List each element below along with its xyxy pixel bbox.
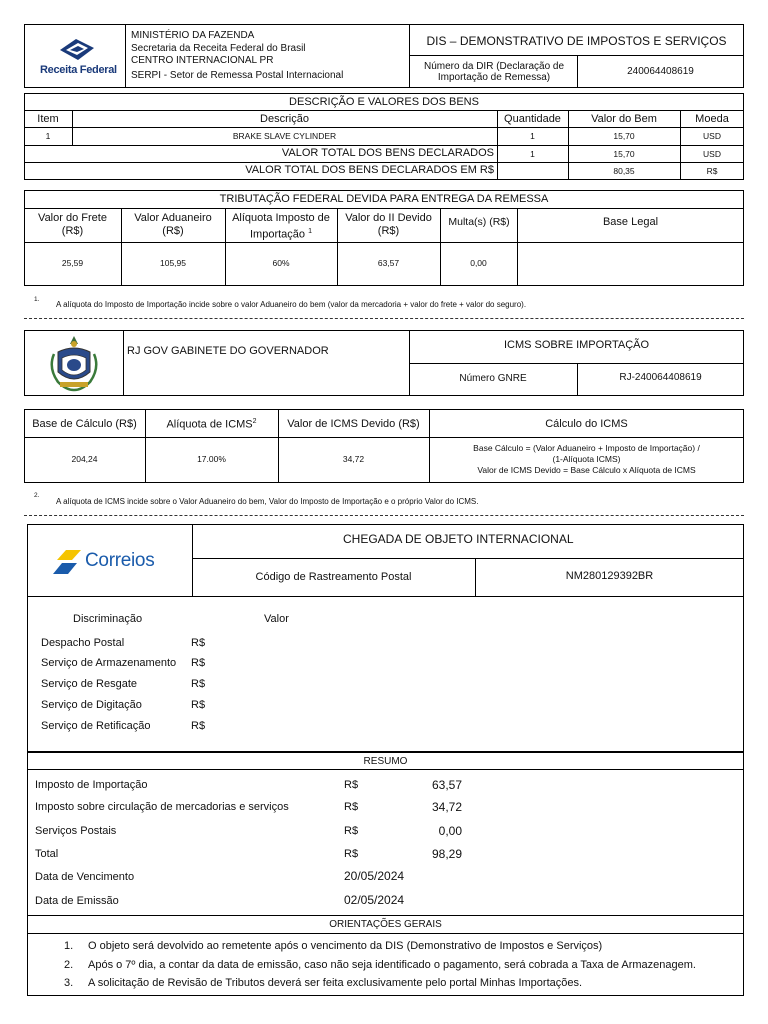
- federal-freight-header: Valor do Frete (R$): [38, 212, 107, 237]
- due-date-label: Data de Vencimento: [35, 871, 135, 883]
- service-despacho-label: Despacho Postal: [41, 637, 125, 649]
- goods-row-description: BRAKE SLAVE CYLINDER: [232, 131, 337, 141]
- goods-col-quantity: Quantidade: [504, 113, 561, 125]
- goods-col-description: Descrição: [260, 113, 309, 125]
- icms-due-value: 34,72: [342, 454, 365, 464]
- federal-ii-due-value: 63,57: [377, 258, 400, 268]
- federal-rate-value: 60%: [272, 258, 290, 268]
- summary-postal-currency: R$: [344, 825, 359, 837]
- federal-ii-due-header: Valor do II Devido (R$): [345, 212, 432, 237]
- goods-row-currency: USD: [703, 131, 721, 141]
- state-agency: RJ GOV GABINETE DO GOVERNADOR: [127, 345, 329, 357]
- icms-calc-line2: (1-Alíquota ICMS): [552, 454, 621, 464]
- guideline-1-num: 1.: [64, 940, 74, 952]
- federal-fines-value: 0,00: [470, 258, 487, 268]
- icms-calc-header: Cálculo do ICMS: [545, 418, 628, 430]
- value-label: Valor: [264, 613, 289, 625]
- icms-calc-line1: Base Cálculo = (Valor Aduaneiro + Imposto de Importação) /: [473, 443, 700, 453]
- goods-row-quantity: 1: [530, 131, 535, 141]
- center-name: CENTRO INTERNACIONAL PR: [131, 55, 274, 66]
- correios-logo-text: Correios: [85, 550, 155, 571]
- goods-title: DESCRIÇÃO E VALORES DOS BENS: [289, 96, 479, 108]
- guideline-3-text: A solicitação de Revisão de Tributos deverá ser feita exclusivamente pelo portal Minhas Importações.: [88, 977, 583, 989]
- summary-title: RESUMO: [363, 756, 408, 767]
- federal-rate-footnote-ref: 1: [308, 228, 312, 235]
- service-armazenamento-label: Serviço de Armazenamento: [41, 657, 177, 669]
- summary-postal-value: 0,00: [438, 824, 462, 838]
- guideline-2-text: Após o 7º dia, a contar da data de emissão, caso não seja identificado o pagamento, será cobrada a Taxa de Armazenagem.: [88, 959, 696, 971]
- federal-note-number: 1.: [34, 296, 40, 303]
- icms-base-header: Base de Cálculo (R$): [32, 418, 137, 430]
- federal-rate-header-text: Alíquota Imposto de Importação: [232, 212, 330, 241]
- icms-calc-line3: Valor de ICMS Devido = Base Cálculo x Alíquota de ICMS: [477, 465, 696, 475]
- summary-icms-value: 34,72: [431, 800, 462, 814]
- icms-base-value: 204,24: [71, 454, 98, 464]
- guideline-2-num: 2.: [64, 959, 74, 971]
- discrimination-label: Discriminação: [73, 613, 143, 625]
- dir-label: Número da DIR (Declaração de Importação de Remessa): [423, 61, 565, 83]
- correios-logo: [52, 548, 172, 576]
- service-retificacao-label: Serviço de Retificação: [41, 720, 151, 732]
- summary-ii-currency: R$: [344, 779, 359, 791]
- guidelines-title: ORIENTAÇÕES GERAIS: [329, 919, 442, 930]
- federal-tax-title: TRIBUTAÇÃO FEDERAL DEVIDA PARA ENTREGA DA REMESSA: [219, 193, 549, 205]
- receita-federal-emblem-icon: [36, 36, 116, 64]
- icms-note: A alíquota de ICMS incide sobre o Valor Aduaneiro do bem, Valor do Imposto de Importação e o próprio Valor do ICMS.: [56, 497, 479, 506]
- issue-date-label: Data de Emissão: [35, 895, 119, 907]
- gnre-label: Número GNRE: [459, 373, 527, 384]
- separator-1: [24, 318, 744, 319]
- icms-rate-header-text: Alíquota de ICMS: [166, 418, 253, 431]
- service-despacho-currency: R$: [191, 637, 206, 649]
- icms-rate-header: [145, 418, 278, 431]
- gnre-number: RJ-240064408619: [619, 372, 702, 383]
- goods-total-currency: USD: [703, 149, 721, 159]
- service-resgate-label: Serviço de Resgate: [41, 678, 137, 690]
- sector-name: SERPI - Setor de Remessa Postal Internacional: [131, 70, 344, 81]
- guideline-1-text: O objeto será devolvido ao remetente após o vencimento da DIS (Demonstrativo de Impostos e Serviços): [88, 940, 603, 952]
- goods-total-value: 15,70: [613, 149, 635, 159]
- goods-col-item: Item: [37, 113, 59, 125]
- icms-rate-footnote-ref: 2: [252, 418, 257, 425]
- guideline-3-num: 3.: [64, 977, 74, 989]
- dir-number: 240064408619: [627, 66, 694, 77]
- federal-note: A alíquota do Imposto de Importação incide sobre o valor Aduaneiro do bem (valor da mercadoria + valor do frete + valor do seguro).: [56, 300, 527, 309]
- icms-title: ICMS SOBRE IMPORTAÇÃO: [503, 339, 650, 351]
- summary-total-label: Total: [35, 848, 59, 860]
- summary-ii-value: 63,57: [431, 778, 462, 792]
- summary-postal-label: Serviços Postais: [35, 825, 117, 837]
- goods-total-label: VALOR TOTAL DOS BENS DECLARADOS: [281, 147, 494, 159]
- icms-due-header: Valor de ICMS Devido (R$): [287, 418, 420, 430]
- service-retificacao-currency: R$: [191, 720, 206, 732]
- receita-federal-logo: [36, 36, 116, 80]
- separator-2: [24, 515, 744, 516]
- goods-row-item: 1: [45, 131, 51, 141]
- federal-freight-value: 25,59: [61, 258, 84, 268]
- federal-customs-header: Valor Aduaneiro (R$): [134, 212, 212, 237]
- tracking-code: NM280129392BR: [565, 570, 654, 582]
- goods-row-value: 15,70: [613, 131, 635, 141]
- service-digitacao-label: Serviço de Digitação: [41, 699, 142, 711]
- receita-federal-logo-text: Receita Federal: [40, 64, 117, 76]
- summary-ii-label: Imposto de Importação: [35, 779, 148, 791]
- summary-icms-label: Imposto sobre circulação de mercadorias e serviços: [35, 801, 289, 813]
- icms-note-number: 2.: [34, 492, 40, 499]
- goods-total-brl-currency: R$: [706, 166, 718, 176]
- federal-fines-header: Multa(s) (R$): [448, 216, 510, 228]
- goods-total-brl-value: 80,35: [613, 166, 635, 176]
- goods-total-brl-label: VALOR TOTAL DOS BENS DECLARADOS EM R$: [245, 164, 494, 176]
- summary-icms-currency: R$: [344, 801, 359, 813]
- correios-title: CHEGADA DE OBJETO INTERNACIONAL: [343, 532, 574, 546]
- goods-col-value: Valor do Bem: [591, 113, 657, 125]
- icms-rate-value: 17.00%: [197, 454, 226, 464]
- service-digitacao-currency: R$: [191, 699, 206, 711]
- federal-rate-header: [227, 212, 335, 242]
- rj-coat-of-arms-icon: [46, 334, 102, 394]
- secretariat-name: Secretaria da Receita Federal do Brasil: [131, 43, 306, 54]
- federal-customs-value: 105,95: [160, 258, 186, 268]
- issue-date: 02/05/2024: [344, 893, 405, 907]
- goods-col-currency: Moeda: [695, 113, 729, 125]
- due-date: 20/05/2024: [344, 869, 405, 883]
- tracking-label: Código de Rastreamento Postal: [255, 571, 412, 583]
- ministry-name: MINISTÉRIO DA FAZENDA: [131, 30, 255, 41]
- service-resgate-currency: R$: [191, 678, 206, 690]
- summary-total-value: 98,29: [431, 847, 462, 861]
- goods-total-quantity: 1: [530, 149, 535, 159]
- service-armazenamento-currency: R$: [191, 657, 206, 669]
- dis-title: DIS – DEMONSTRATIVO DE IMPOSTOS E SERVIÇOS: [426, 34, 727, 48]
- federal-legal-header: Base Legal: [602, 216, 659, 228]
- correios-emblem-icon: [52, 549, 82, 575]
- summary-total-currency: R$: [344, 848, 359, 860]
